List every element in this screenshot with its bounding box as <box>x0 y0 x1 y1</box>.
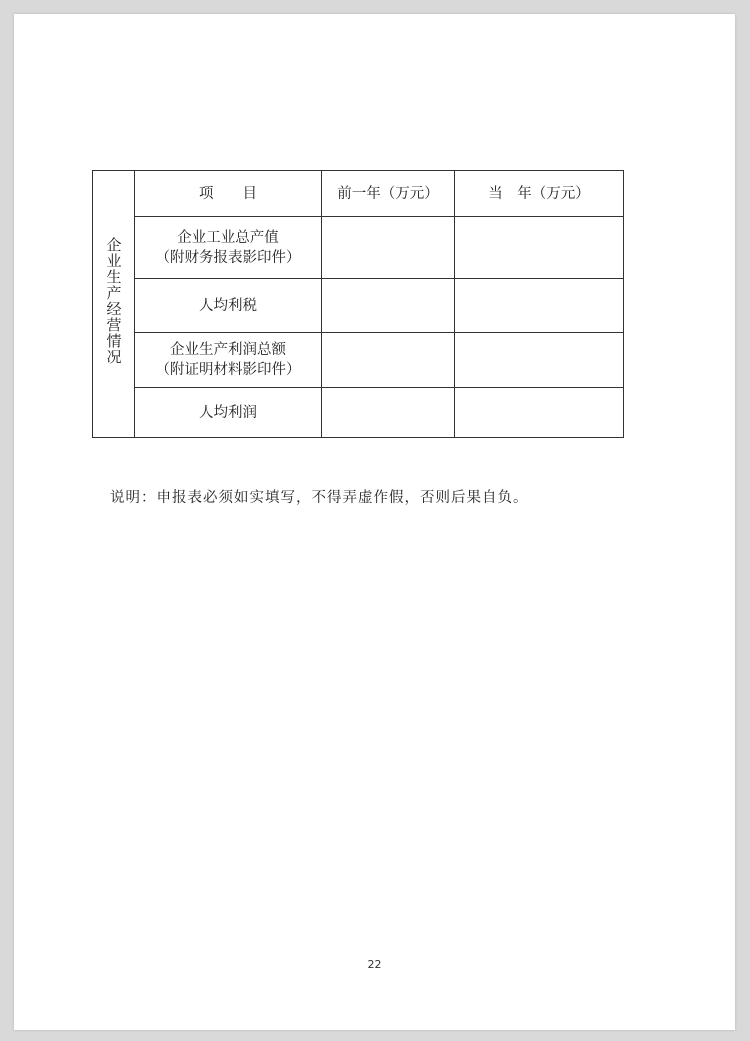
section-label-cell <box>93 171 135 438</box>
row-label-line2: （附财务报表影印件） <box>155 249 301 266</box>
current-year-cell <box>455 333 624 388</box>
prev-year-cell <box>322 217 455 279</box>
business-operation-table <box>92 170 624 438</box>
header-prev-year: 前一年（万元） <box>322 171 455 217</box>
document-page <box>14 14 735 1030</box>
current-year-cell <box>455 217 624 279</box>
row-label-per-capita-profit: 人均利润 <box>135 388 322 438</box>
header-item: 项 目 <box>135 171 322 217</box>
table-row <box>93 333 624 388</box>
table-row <box>93 388 624 438</box>
instructions-note: 说明：申报表必须如实填写，不得弄虚作假，否则后果自负。 <box>110 490 529 506</box>
header-current-year: 当 年（万元） <box>455 171 624 217</box>
row-label-total-profit <box>135 333 322 388</box>
prev-year-cell <box>322 333 455 388</box>
table-row <box>93 217 624 279</box>
row-label-line1: 企业生产利润总额 <box>170 342 286 358</box>
table-header-row <box>93 171 624 217</box>
prev-year-cell <box>322 279 455 333</box>
row-label-line1: 企业工业总产值 <box>177 229 279 246</box>
page-number: 22 <box>367 958 382 971</box>
current-year-cell <box>455 279 624 333</box>
section-label: 企业生产经营情况 <box>104 237 123 365</box>
row-label-line2: （附证明材料影印件） <box>155 362 301 378</box>
row-label-industrial-output <box>135 217 322 279</box>
prev-year-cell <box>322 388 455 438</box>
table-row <box>93 279 624 333</box>
current-year-cell <box>455 388 624 438</box>
row-label-per-capita-tax: 人均利税 <box>135 279 322 333</box>
